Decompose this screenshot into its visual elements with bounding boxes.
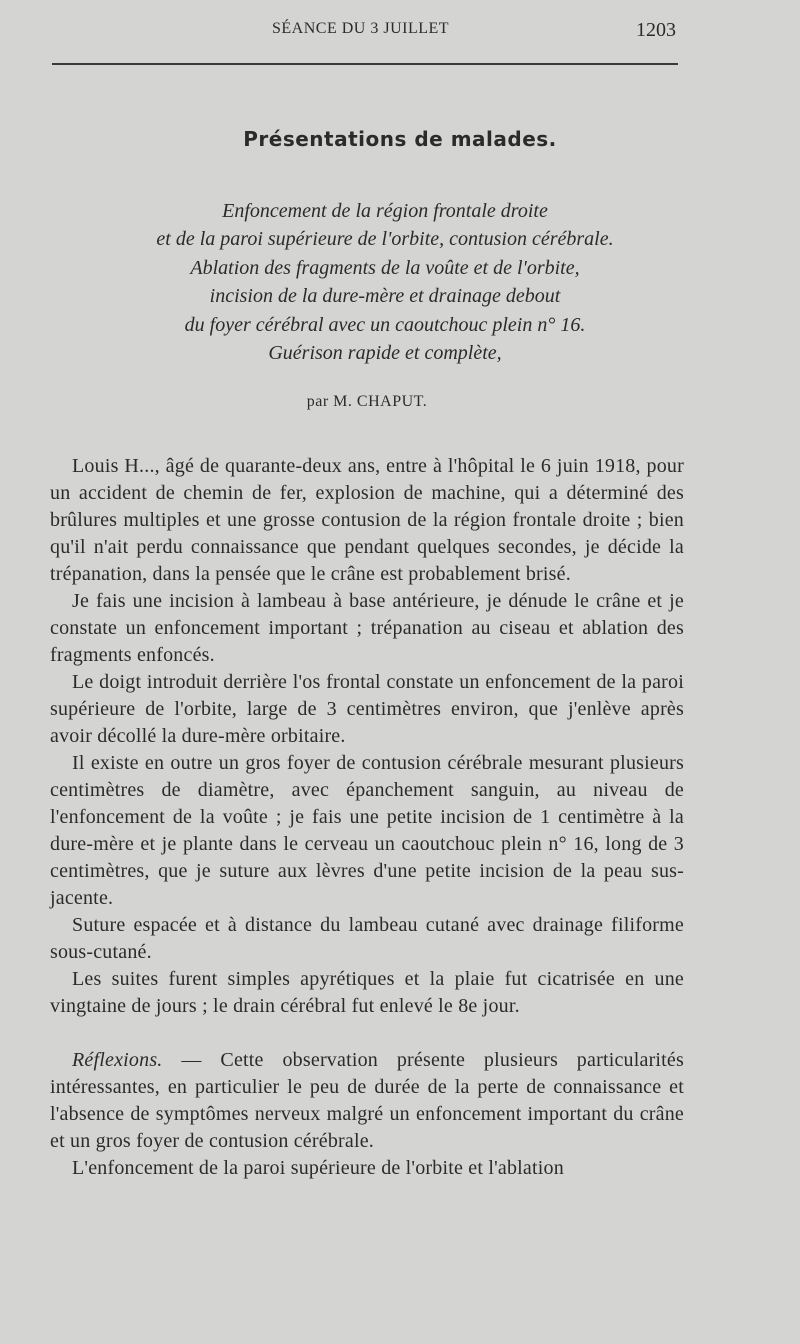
paragraph: Le doigt introduit derrière l'os frontal constate un enfoncement de la paroi supérieure de l'orbite, large de 3 centimètres environ, que j'enlève après avoir décollé la dure-mère orbitaire.: [50, 671, 684, 747]
body-text: [50, 453, 684, 1182]
article-subtitle: [70, 197, 700, 367]
subtitle-line: Guérison rapide et complète,: [268, 342, 502, 365]
author-byline: par M. CHAPUT.: [306, 393, 428, 410]
reflexions-paragraph: [50, 1047, 684, 1155]
paragraph: Louis H..., âgé de quarante-deux ans, entre à l'hôpital le 6 juin 1918, pour un accident de chemin de fer, explosion de machine, qui a déterminé des brûlures multiples et une grosse contusion de la région frontale droite ; bien qu'il n'ait perdu connaissance que pendant quelques secondes, je décide la trépanation, dans la pensée que le crâne est probablement brisé.: [50, 455, 684, 585]
subtitle-line: incision de la dure-mère et drainage debout: [209, 285, 561, 308]
subtitle-line: Enfoncement de la région frontale droite: [222, 200, 548, 222]
running-title: SÉANCE DU 3 JUILLET: [272, 20, 450, 37]
header-rule: [52, 63, 678, 65]
page-number: 1203: [636, 19, 676, 41]
subtitle-line: du foyer cérébral avec un caoutchouc plein n° 16.: [184, 313, 586, 336]
subtitle-line: et de la paroi supérieure de l'orbite, contusion cérébrale.: [156, 228, 614, 251]
paragraph: Les suites furent simples apyrétiques et la plaie fut cicatrisée en une vingtaine de jours ; le drain cérébral fut enlevé le 8e jour.: [50, 968, 684, 1017]
section-title: Présentations de malades.: [243, 127, 557, 151]
paragraph-gap: [50, 1020, 684, 1047]
reflexions-label: Réflexions.: [72, 1049, 163, 1071]
reflexions-text: — Cette observation présente plusieurs particularités intéressantes, en particulier le peu de durée de la perte de connaissance et l'absence de symptômes nerveux malgré un enfoncement important du crâne et un gros foyer de contusion cérébrale.: [50, 1049, 684, 1152]
paragraph: Je fais une incision à lambeau à base antérieure, je dénude le crâne et je constate un enfoncement important ; trépanation au ciseau et ablation des fragments enfoncés.: [50, 590, 684, 666]
paragraph: Il existe en outre un gros foyer de contusion cérébrale mesurant plusieurs centimètres de diamètre, avec épanchement sanguin, au niveau de l'enfoncement de la voûte ; je fais une petite incision de 1 centimètre à la dure-mère et je plante dans le cerveau un caoutchouc plein n° 16, long de 3 centimètres, que je suture aux lèvres d'une petite incision de la peau sus-jacente.: [50, 752, 684, 909]
paragraph: Suture espacée et à distance du lambeau cutané avec drainage filiforme sous-cutané.: [50, 914, 684, 963]
subtitle-line: Ablation des fragments de la voûte et de l'orbite,: [190, 256, 580, 279]
paragraph-last: L'enfoncement de la paroi supérieure de l'orbite et l'ablation: [72, 1157, 564, 1179]
